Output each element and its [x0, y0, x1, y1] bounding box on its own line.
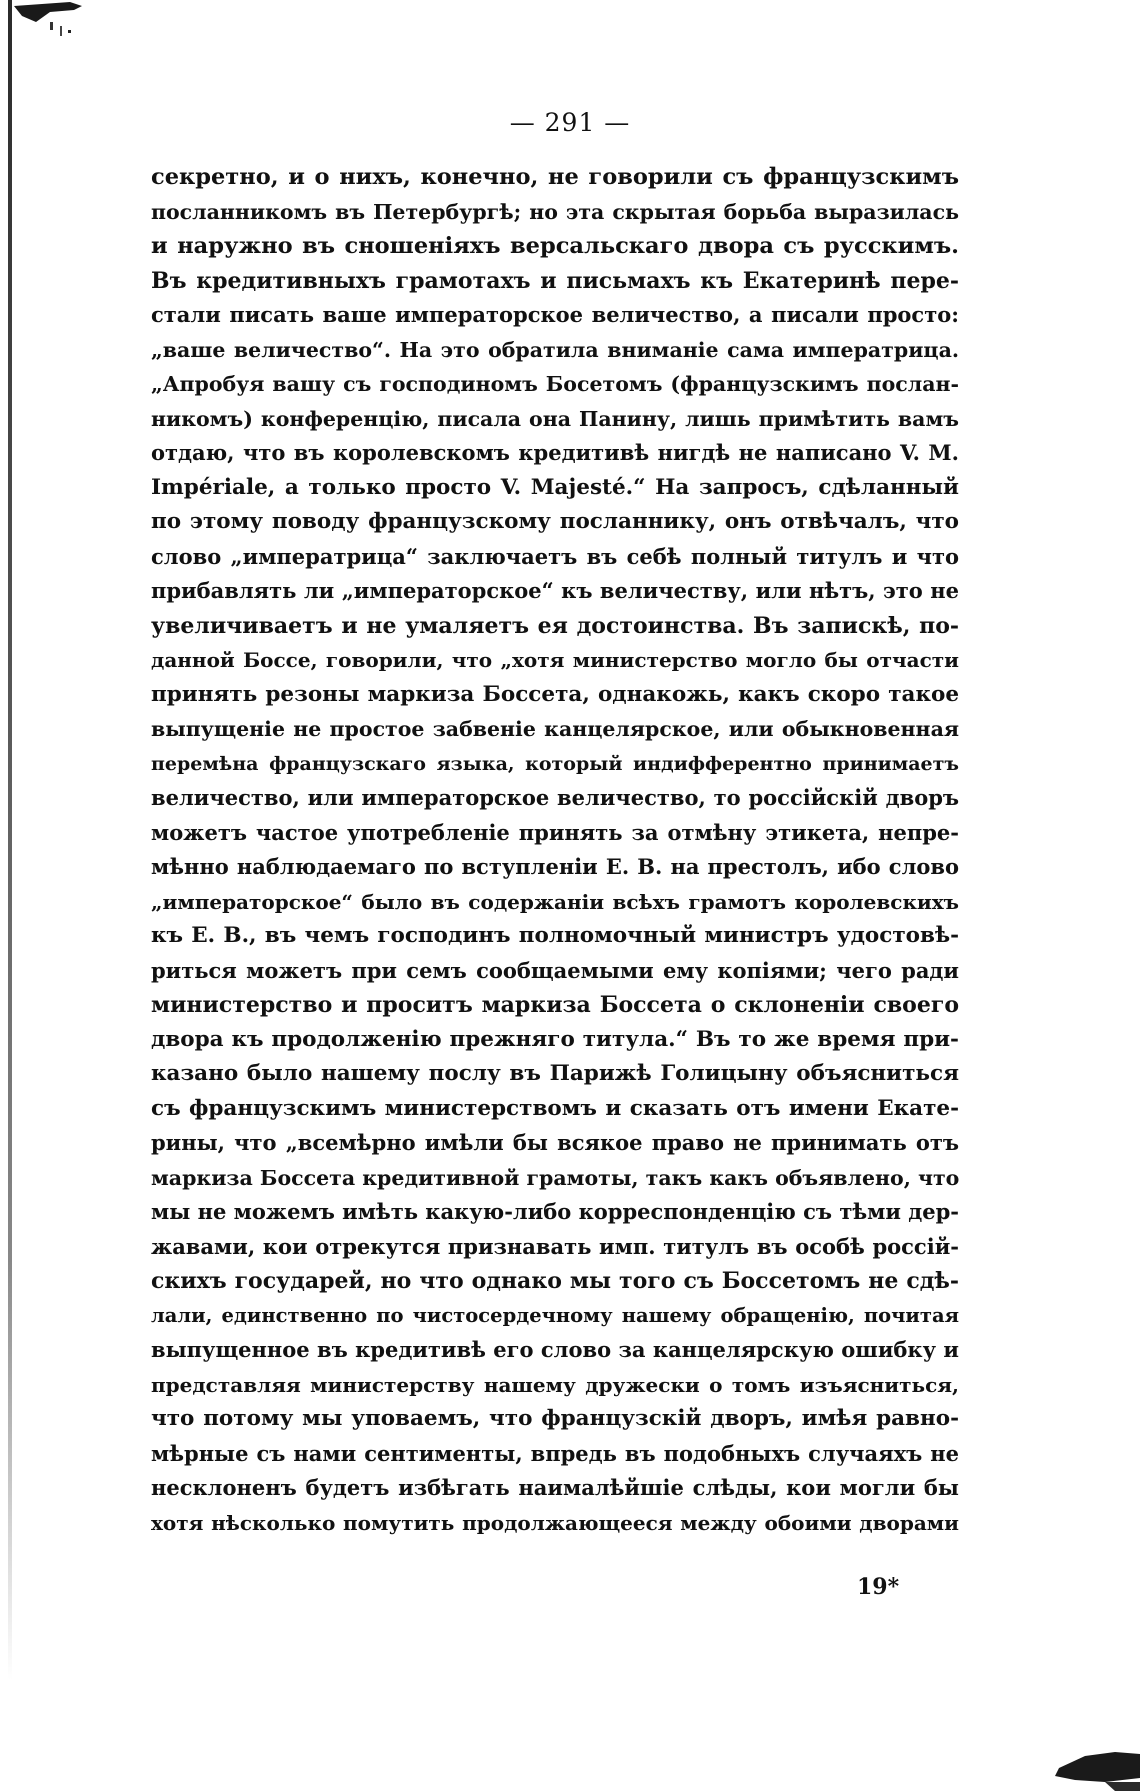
text-line: можетъ частое употребленіе принять за отмѣну этикета, непре-	[151, 819, 959, 845]
text-line: рины, что „всемѣрно имѣли бы всякое право не принимать отъ	[151, 1130, 959, 1155]
text-line: Въ кредитивныхъ грамотахъ и письмахъ къ Екатеринѣ пере-	[151, 267, 959, 294]
text-line: жавами, кои отрекутся признавать имп. титулъ въ особѣ россій-	[151, 1233, 959, 1259]
text-line: съ французскимъ министерствомъ и сказать отъ имени Екате-	[151, 1095, 959, 1121]
text-line: мѣрные съ нами сентименты, впредь въ подобныхъ случаяхъ не	[151, 1440, 959, 1466]
text-line: хотя нѣсколько помутить продолжающееся между обоими дворами	[151, 1510, 959, 1535]
text-line: казано было нашему послу въ Парижѣ Голицыну объясниться	[151, 1061, 959, 1086]
text-line: несклоненъ будетъ избѣгать наималѣйшіе слѣды, кои могли бы	[151, 1475, 959, 1500]
text-line: что потому мы уповаемъ, что французскій дворъ, имѣя равно-	[151, 1406, 959, 1431]
text-line: выпущеніе не простое забвеніе канцелярское, или обыкновенная	[151, 717, 959, 741]
text-line: Impériale, а только просто V. Majesté.“ На запросъ, сдѣланный	[151, 474, 959, 500]
text-line: представляя министерству нашему дружески о томъ изъясниться,	[151, 1372, 959, 1397]
text-line: посланникомъ въ Петербургѣ; но эта скрытая борьба выразилась	[151, 199, 959, 224]
text-line: перемѣна французскаго языка, который индифферентно принимаетъ	[151, 752, 959, 775]
scan-corner-smudge	[10, 0, 100, 40]
text-line: „ваше величество“. На это обратила вниманіе сама императрица.	[151, 337, 959, 362]
text-line: по этому поводу французскому посланнику, онъ отвѣчалъ, что	[151, 509, 959, 534]
body-text	[151, 160, 959, 1540]
text-line: и наружно въ сношеніяхъ версальскаго двора съ русскимъ.	[151, 233, 959, 259]
text-line: никомъ) конференцію, писала она Панину, лишь примѣтить вамъ	[151, 406, 959, 431]
text-line: данной Боссе, говорили, что „хотя министерство могло бы отчасти	[151, 648, 959, 672]
text-line: увеличиваетъ и не умаляетъ ея достоинства. Въ запискѣ, по-	[151, 612, 959, 639]
text-line: „Апробуя вашу съ господиномъ Босетомъ (французскимъ послан-	[151, 372, 959, 396]
text-line: мы не можемъ имѣть какую-либо корреспонденцію съ тѣми дер-	[151, 1199, 959, 1224]
text-line: прибавлять ли „императорское“ къ величеству, или нѣтъ, это не	[151, 578, 959, 603]
text-line: министерство и проситъ маркиза Боссета о склоненіи своего	[151, 992, 959, 1018]
text-line: „императорское“ было въ содержаніи всѣхъ грамотъ королевскихъ	[151, 889, 959, 914]
text-line: принять резоны маркиза Боссета, однакожь, какъ скоро такое	[151, 681, 959, 707]
text-line: секретно, и о нихъ, конечно, не говорили съ французскимъ	[151, 164, 959, 190]
text-line: къ Е. В., въ чемъ господинъ полномочный министръ удостовѣ-	[151, 923, 959, 948]
text-line: стали писать ваше императорское величество, а писали просто:	[151, 302, 959, 327]
text-line: риться можетъ при семъ сообщаемыми ему копіями; чего ради	[151, 957, 959, 983]
scan-bottom-smudge	[1045, 1738, 1140, 1791]
signature-mark: 19*	[857, 1574, 900, 1600]
text-line: маркиза Боссета кредитивной грамоты, такъ какъ объявлено, что	[151, 1165, 959, 1190]
text-line: отдаю, что въ королевскомъ кредитивѣ нигдѣ не написано V. M.	[151, 440, 959, 465]
text-line: мѣнно наблюдаемаго по вступленіи Е. В. на престолъ, ибо слово	[151, 854, 959, 879]
text-line: скихъ государей, но что однако мы того съ Боссетомъ не сдѣ-	[151, 1268, 959, 1294]
text-line: выпущенное въ кредитивѣ его слово за канцелярскую ошибку и	[151, 1337, 959, 1362]
text-line: величество, или императорское величество, то россійскій дворъ	[151, 785, 959, 810]
page-number: — 291 —	[509, 108, 631, 137]
scan-edge-shadow	[8, 0, 12, 1680]
text-line: слово „императрица“ заключаетъ въ себѣ полный титулъ и что	[151, 543, 959, 569]
text-line: двора къ продолженію прежняго титула.“ Въ то же время при-	[151, 1026, 959, 1052]
text-line: лали, единственно по чистосердечному нашему обращенію, почитая	[151, 1303, 959, 1327]
